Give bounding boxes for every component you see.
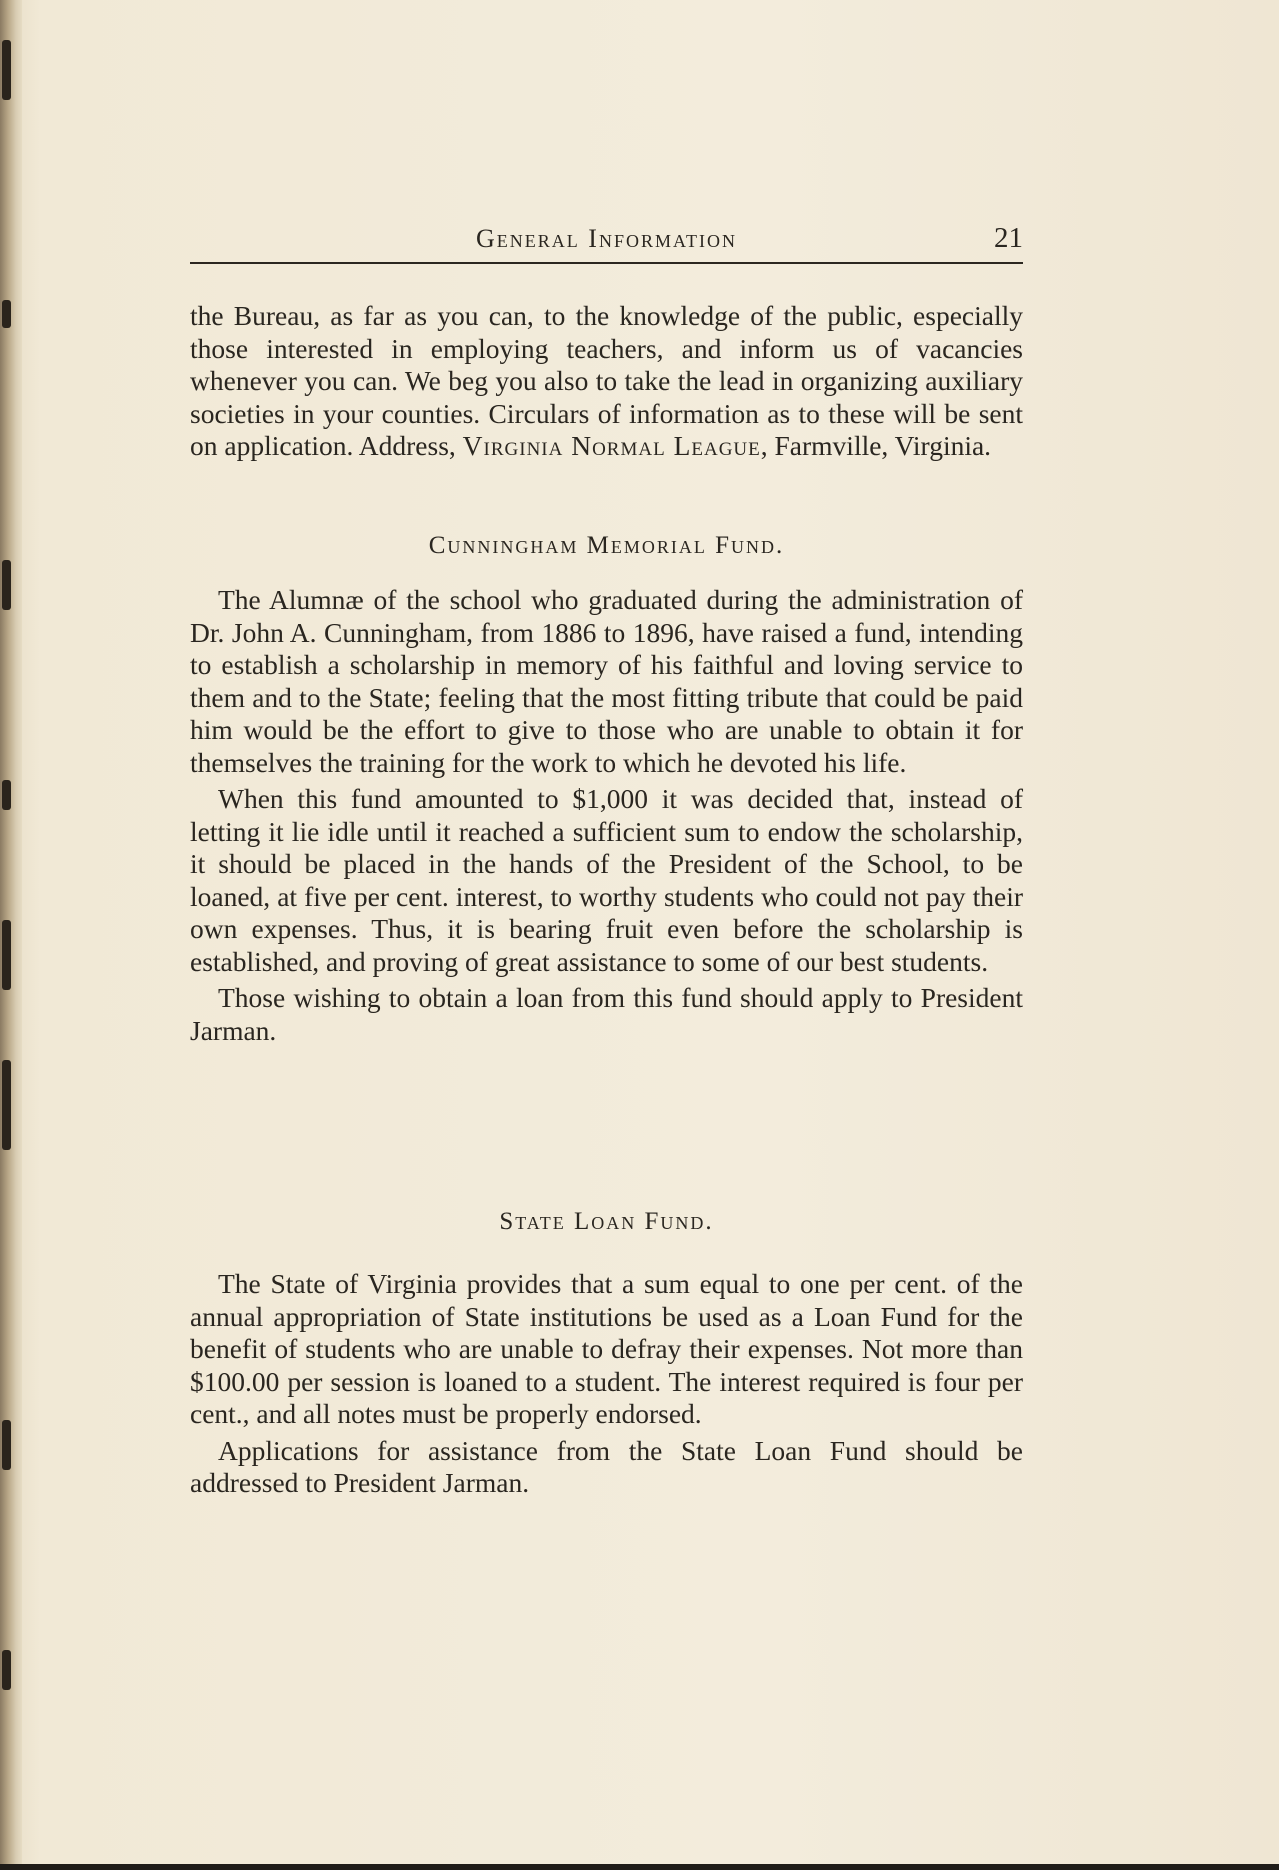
state-loan-section [190, 1268, 1023, 1500]
paragraph: The State of Virginia provides that a sum equal to one per cent. of the annual appropriation of State institutions be used as a Loan Fund for the benefit of students who are unable to defray their expenses. Not more than $100.00 per session is loaned to a student. The interest required is four per cent., and all notes must be properly endorsed. [190, 1268, 1023, 1429]
cunningham-section [190, 584, 1023, 1047]
intro-paragraph [190, 300, 1023, 463]
running-header [190, 222, 1023, 264]
league-name: Virginia Normal League [462, 430, 761, 461]
paragraph: Those wishing to obtain a loan from this fund should apply to President Jarman. [190, 982, 1023, 1046]
paragraph: Applications for assistance from the State Loan Fund should be addressed to President Jarman. [190, 1434, 1023, 1498]
paragraph: When this fund amounted to $1,000 it was decided that, instead of letting it lie idle until it reached a sufficient sum to endow the scholarship, it should be placed in the hands of the President of the School, to be loaned, at five per cent. interest, to worthy students who could not pay their own expenses. Thus, it is bearing fruit even before the scholarship is established, and proving of great assistance to some of our best students. [190, 783, 1023, 977]
binding-mark [2, 1060, 11, 1150]
running-header-title: General Information [476, 224, 737, 253]
intro-address: , Farmville, Virginia. [760, 430, 992, 461]
binding-mark [2, 780, 11, 810]
page-binding-edge [0, 0, 22, 1870]
binding-mark [2, 920, 11, 990]
binding-mark [2, 1420, 11, 1470]
intro-text: the Bureau, as far as you can, to the knowledge of the public, especially those interested in employing teachers, and inform us of vacancies whenever you can. We beg you also to take the lead in organizing auxiliary societies in your counties. Circulars of information as to these will be sent on application. Address, [190, 300, 1023, 461]
page-number: 21 [994, 222, 1023, 254]
paragraph: The Alumnæ of the school who graduated during the administration of Dr. John A. Cunningham, from 1886 to 1896, have raised a fund, intending to establish a scholarship in memory of his faithful and loving service to them and to the State; feeling that the most fitting tribute that could be paid him would be the effort to give to those who are unable to obtain it for themselves the training for the work to which he devoted his life. [190, 584, 1023, 778]
page-bottom-edge [0, 1864, 1279, 1870]
section-heading-state-loan: State Loan Fund. [499, 1208, 714, 1235]
binding-mark [2, 1650, 11, 1690]
binding-mark [2, 40, 11, 100]
section-heading-cunningham: Cunningham Memorial Fund. [428, 532, 785, 559]
binding-mark [2, 300, 11, 328]
binding-mark [2, 560, 11, 610]
